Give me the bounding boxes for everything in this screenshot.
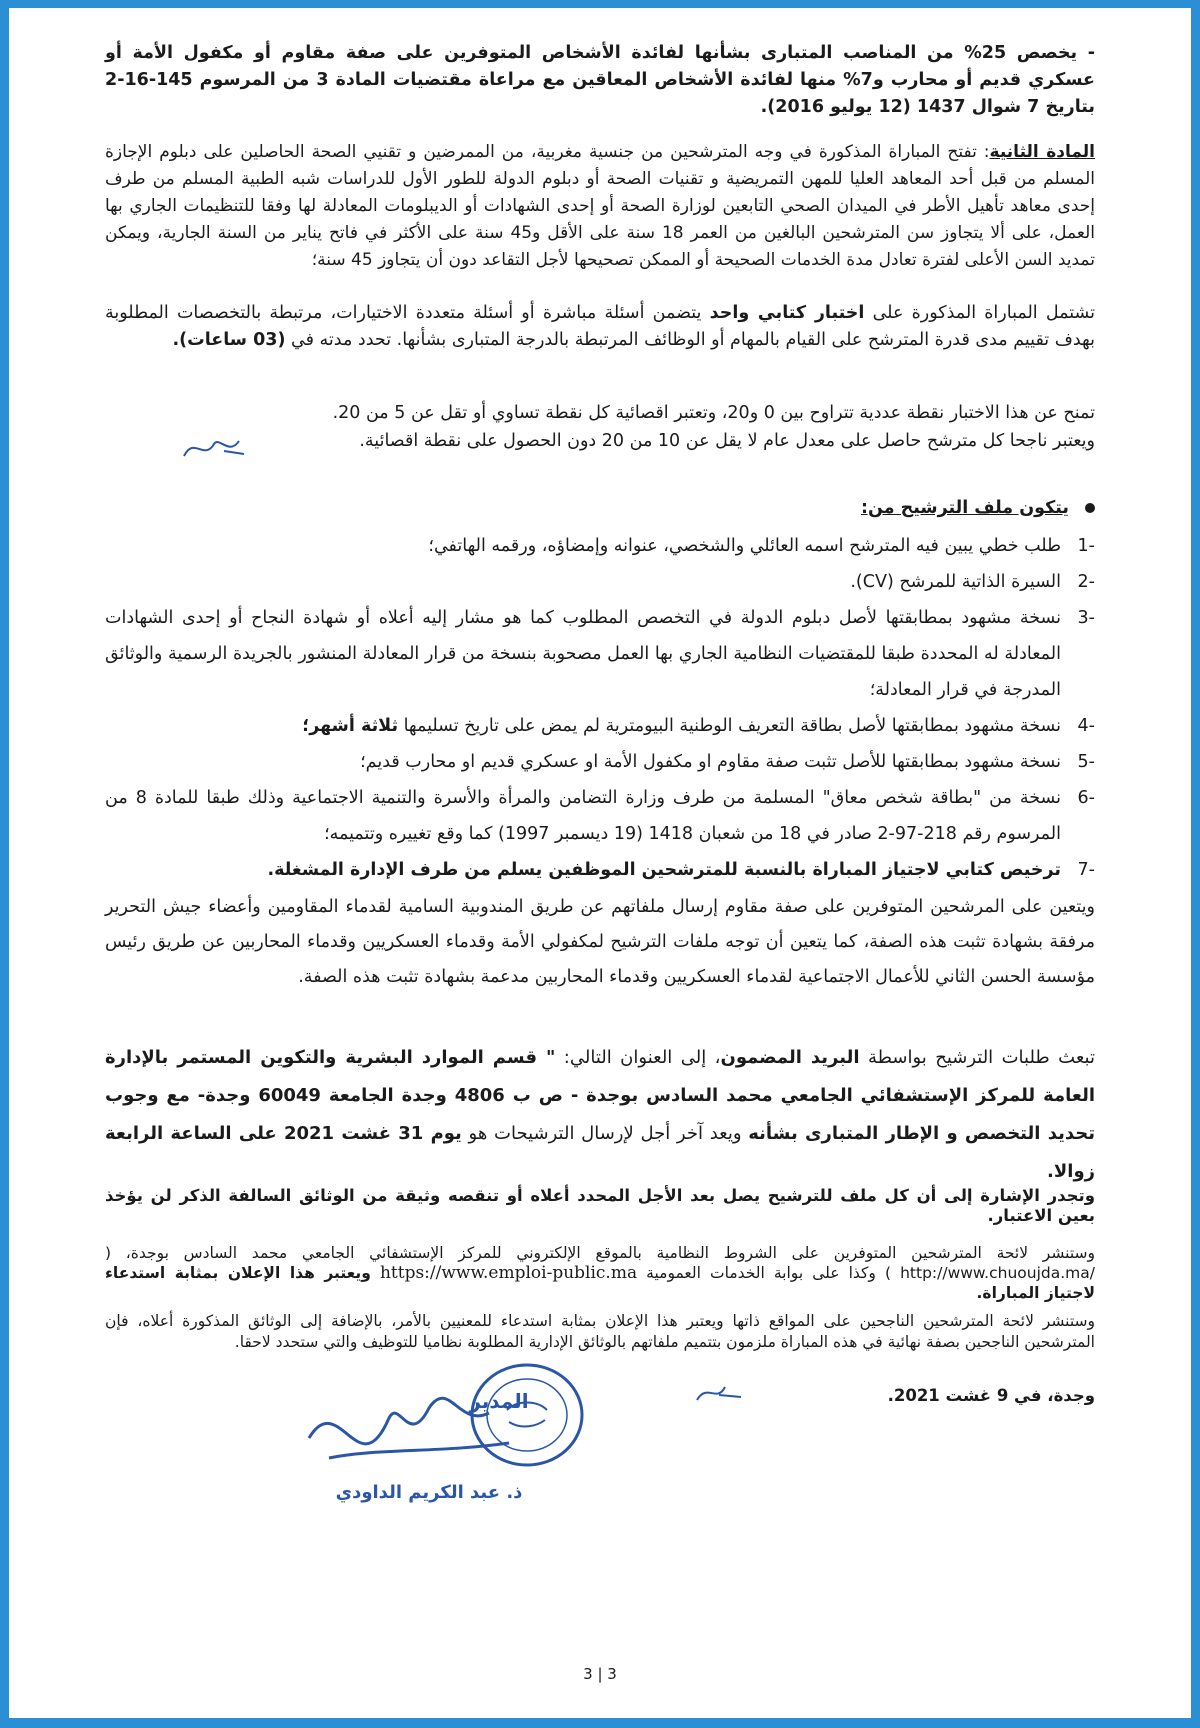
page-number: 3 | 3 xyxy=(583,1665,617,1683)
item-number: -3 xyxy=(1077,608,1095,628)
item-text: نسخة من "بطاقة شخص معاق" المسلمة من طرف وزارة التضامن والمرأة والأسرة والتنمية الاجتماعية وذلك طبقا للمادة 8 من المرسوم رقم 218-97-2 صادر في 18 من شعبان 1418 (19 ديسمبر 1997) كما وقع تغييره وتتميمه؛ xyxy=(105,788,1061,844)
list-item xyxy=(105,852,1095,888)
director-name: ذ. عبد الكريم الداودي xyxy=(335,1482,523,1503)
file-header-text: يتكون ملف الترشيح من: xyxy=(860,498,1069,518)
publish-text-pre: وستنشر لائحة المترشحين المتوفرين على الشروط النظامية بالموقع الإلكتروني للمركز الإستشفائي الجامعي محمد السادس بوجدة، ( xyxy=(105,1244,1095,1262)
exam-text-pre: تشتمل المباراة المذكورة على xyxy=(864,303,1095,323)
item-number: -2 xyxy=(1077,572,1095,592)
list-item xyxy=(105,744,1095,780)
list-item xyxy=(105,528,1095,564)
item-number: -5 xyxy=(1077,752,1095,772)
publication-paragraph xyxy=(105,1243,1095,1303)
place-date: وجدة، في 9 غشت 2021. xyxy=(887,1386,1095,1405)
list-item xyxy=(105,564,1095,600)
send-text-mid: ، إلى العنوان التالي: xyxy=(555,1047,721,1068)
item-text: السيرة الذاتية للمرشح (CV). xyxy=(850,572,1061,592)
document-page xyxy=(9,8,1191,1718)
quota-text: - يخصص 25% من المناصب المتبارى بشأنها لفائدة الأشخاص المتوفرين على صفة مقاوم أو مكفول الأمة أو عسكري قديم أو محارب و7% منها لفائدة الأشخاص المعاقين مع مراعاة مقتضيات المادة 3 من المرسوم 145-16-2 بتاريخ 7 شوال 1437 (12 يوليو 2016). xyxy=(105,43,1096,117)
item-bold-text: ترخيص كتابي لاجتياز المباراة بالنسبة للمترشحين الموظفين يسلم من طرف الإدارة المشغلة. xyxy=(267,860,1061,880)
grading-line-1: تمنح عن هذا الاختبار نقطة عددية تتراوح بين 0 و20، وتعتبر اقصائية كل نقطة تساوي أو تقل عن 5 من 20. xyxy=(332,403,1095,423)
emploi-public-link[interactable]: https://www.emploi-public.ma xyxy=(379,1263,638,1283)
item-number: -6 xyxy=(1077,788,1095,808)
final-paragraph: وستنشر لائحة المترشحين الناجحين على المواقع ذاتها ويعتبر هذا الإعلان بمثابة استدعاء للمعنيين بالأمر، بالإضافة إلى الوثائق المذكورة أعلاه، فإن المترشحين الناجحين بصفة نهائية في هذه المباراة ملزمون بتتميم ملفاتهم بالوثائق الإدارية المطلوبة نظاميا للتوظيف والتي ستحدد لاحقا. xyxy=(105,1312,1095,1351)
list-item xyxy=(105,780,1095,852)
send-address: " قسم الموارد البشرية والتكوين المستمر بالإدارة العامة للمركز الإستشفائي الجامعي محمد السادس بوجدة - ص ب 4806 وجدة الجامعة 60049 وجدة- مع وجوب تحديد التخصص و الإطار المتبارى بشأنه xyxy=(105,1047,1095,1144)
director-title: المدير xyxy=(469,1389,529,1413)
send-deadline: يوم 31 غشت 2021 على الساعة الرابعة زوالا. xyxy=(105,1123,1095,1182)
item-text: نسخة مشهود بمطابقتها لأصل بطاقة التعريف الوطنية البيومترية لم يمض على تاريخ تسليمها xyxy=(398,716,1061,736)
submission-paragraph xyxy=(105,1039,1095,1191)
list-item xyxy=(105,600,1095,708)
exam-paragraph xyxy=(105,300,1095,354)
article-2-text: : تفتح المباراة المذكورة في وجه المترشحين من جنسية مغربية، من الممرضين و تقنيي الصحة الحاصلين على دبلوم الإجازة المسلم من قبل أحد المعاهد العليا للمهن التمريضية و تقنيات الصحة أو دبلوم الدولة للطور الأول للدراسات شبه الطبية المسلم من طرف إحدى معاهد تأهيل الأطر في الميدان الصحي التابعين لوزارة الصحة أو إحدى الشهادات أو الديبلومات المعادلة لها وفقا للتنظيمات الجاري بها العمل، على ألا يتجاوز سن المترشحين البالغين من العمر 18 سنة على الأقل و45 سنة على الأكثر في فاتح يناير من السنة الجارية، ويمكن تمديد السن الأعلى لفترة تعادل مدة الخدمات الصحيحة أو الممكن تصحيحها لأجل التقاعد دون أن يتجاوز 45 سنة؛ xyxy=(105,142,1095,270)
exam-text-post: يتضمن أسئلة مباشرة أو أسئلة متعددة الاختيارات، مرتبطة بالتخصصات المطلوبة بهدف تقييم مدى قدرة المترشح على القيام بالمهام أو الوظائف المرتبطة بالدرجة المتبارى بشأنها. تحدد مدته في xyxy=(105,303,1095,350)
initials-mark-2 xyxy=(689,1375,749,1410)
item-text: نسخة مشهود بمطابقتها لأصل دبلوم الدولة في التخصص المطلوب كما هو مشار إليه أعلاه أو شهادة النجاح أو إحدى الشهادات المعادلة له المحددة طبقا للمقتضيات النظامية الجاري بها العمل مصحوبة بنسخة من قرار المعادلة المنشور بالجريدة الرسمية والوثائق المدرجة في قرار المعادلة؛ xyxy=(105,608,1061,700)
send-deadline-pre: ويعد آخر أجل لإرسال الترشيحات هو xyxy=(461,1123,749,1144)
item-text: طلب خطي يبين فيه المترشح اسمه العائلي والشخصي، عنوانه وإمضاؤه، ورقمه الهاتفي؛ xyxy=(428,536,1061,556)
grading-line-2: ويعتبر ناجحا كل مترشح حاصل على معدل عام لا يقل عن 10 من 20 دون الحصول على نقطة اقصائية. xyxy=(359,431,1095,451)
publish-convocation-note: ويعتبر هذا الإعلان بمثابة استدعاء لاجتياز المباراة. xyxy=(105,1264,1095,1302)
item-number: -7 xyxy=(1077,860,1095,880)
publish-text-mid: ) وكذا على بوابة الخدمات العمومية xyxy=(637,1264,901,1282)
file-items-list xyxy=(105,528,1095,888)
initials-mark-1 xyxy=(174,426,254,466)
item-number: -4 xyxy=(1077,716,1095,736)
director-signature-icon xyxy=(299,1368,539,1518)
item-bold-text: ثلاثة أشهر؛ xyxy=(302,716,399,736)
article-2-label: المادة الثانية xyxy=(989,142,1095,162)
file-section-header xyxy=(861,498,1095,518)
chu-website-link[interactable]: http://www.chuoujda.ma/ xyxy=(900,1264,1095,1282)
send-text-pre: تبعث طلبات الترشيح بواسطة xyxy=(859,1047,1095,1068)
exam-duration: (03 ساعات). xyxy=(172,330,286,350)
exam-type: اختبار كتابي واحد xyxy=(709,303,865,323)
send-mail-type: البريد المضمون xyxy=(720,1047,860,1068)
item-text: نسخة مشهود بمطابقتها للأصل تثبت صفة مقاوم او مكفول الأمة او عسكري قديم او محارب قديم؛ xyxy=(360,752,1061,772)
article-2-paragraph xyxy=(105,139,1095,274)
veterans-paragraph: ويتعين على المرشحين المتوفرين على صفة مقاوم إرسال ملفاتهم عن طريق المندوبية السامية لقدماء المقاومين وأعضاء جيش التحرير مرفقة بشهادة تثبت هذه الصفة، كما يتعين أن توجه ملفات الترشيح لمكفولي الأمة وقدماء العسكريين وقدماء المحاربين عن طريق رئيس مؤسسة الحسن الثاني للأعمال الاجتماعية لقدماء العسكريين وقدماء المحاربين مدعمة بشهادة تثبت هذه الصفة. xyxy=(105,897,1095,987)
list-item xyxy=(105,708,1095,744)
late-notice: وتجدر الإشارة إلى أن كل ملف للترشيح يصل بعد الأجل المحدد أعلاه أو تنقصه وثيقة من الوثائق السالفة الذكر لن يؤخذ بعين الاعتبار. xyxy=(105,1186,1095,1225)
item-number: -1 xyxy=(1077,536,1095,556)
quota-paragraph xyxy=(105,40,1095,121)
